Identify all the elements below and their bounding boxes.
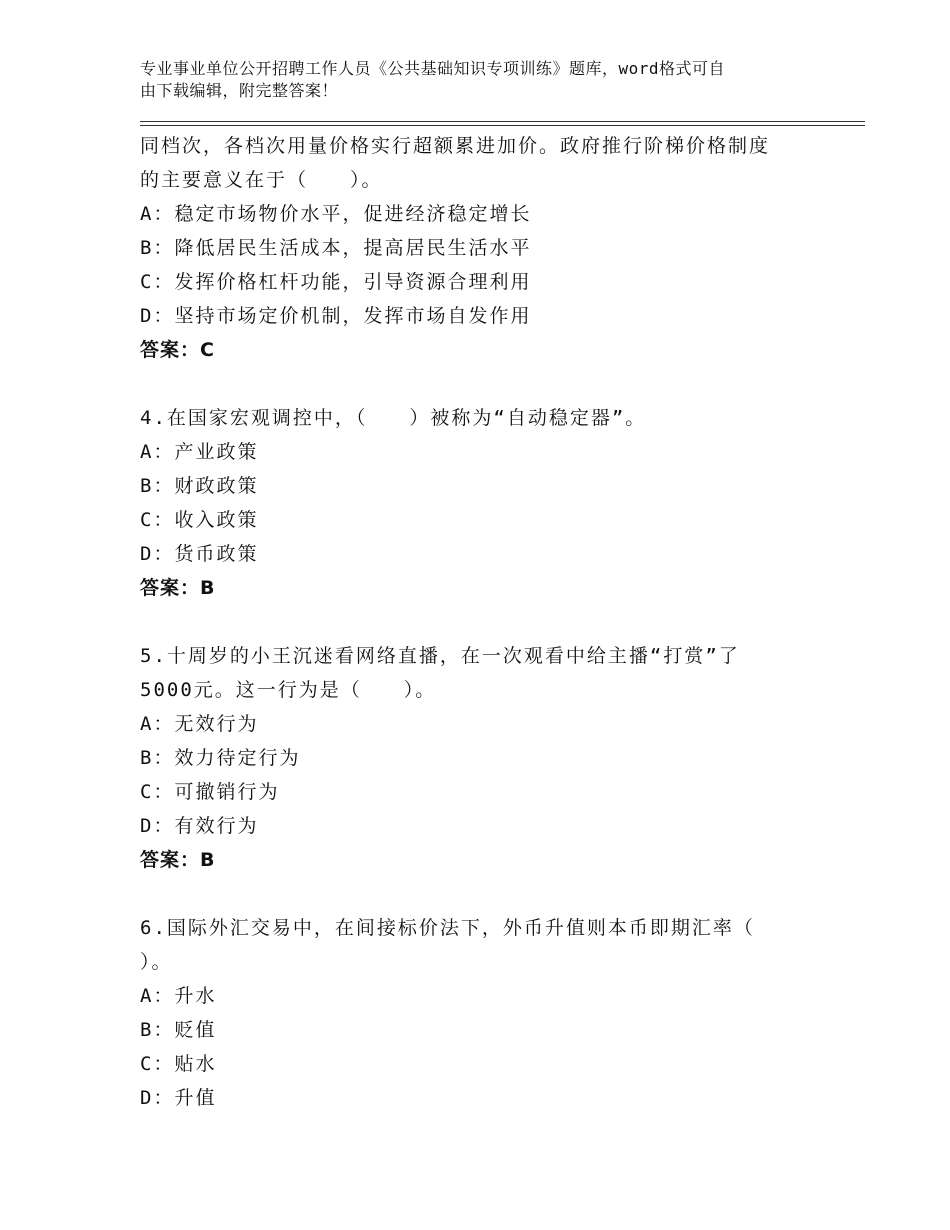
spacer [140, 367, 800, 401]
option-a: A：升水 [140, 985, 217, 1007]
option-b: B：效力待定行为 [140, 747, 301, 769]
option-c: C：收入政策 [140, 509, 259, 531]
option-b: B：降低居民生活成本，提高居民生活水平 [140, 237, 532, 259]
header-line-2: 由下载编辑，附完整答案！ [140, 81, 339, 100]
option-b: B：贬值 [140, 1019, 217, 1041]
option-a: A：产业政策 [140, 441, 259, 463]
option-d: D：货币政策 [140, 543, 259, 565]
question-3 [140, 129, 800, 367]
question-stem: 5000元。这一行为是（ ）。 [140, 679, 437, 701]
option-d: D：升值 [140, 1087, 217, 1109]
answer-label: 答案：B [140, 849, 216, 871]
question-stem: 5.十周岁的小王沉迷看网络直播，在一次观看中给主播“打赏”了 [140, 645, 740, 667]
option-d: D：有效行为 [140, 815, 259, 837]
question-4 [140, 401, 800, 605]
header-line-1: 专业事业单位公开招聘工作人员《公共基础知识专项训练》题库，word格式可自 [140, 59, 726, 78]
question-6 [140, 911, 800, 1115]
option-c: C：贴水 [140, 1053, 217, 1075]
option-c: C：发挥价格杠杆功能，引导资源合理利用 [140, 271, 532, 293]
question-stem: 6.国际外汇交易中，在间接标价法下，外币升值则本币即期汇率（ [140, 917, 755, 939]
page-header [140, 58, 820, 102]
spacer [140, 605, 800, 639]
spacer [140, 877, 800, 911]
option-b: B：财政政策 [140, 475, 259, 497]
option-a: A：无效行为 [140, 713, 259, 735]
question-content [140, 129, 800, 1115]
option-d: D：坚持市场定价机制，发挥市场自发作用 [140, 305, 532, 327]
option-a: A：稳定市场物价水平，促进经济稳定增长 [140, 203, 532, 225]
question-stem: 的主要意义在于（ ）。 [140, 169, 383, 191]
question-stem: 4.在国家宏观调控中，（ ）被称为“自动稳定器”。 [140, 407, 647, 429]
question-5 [140, 639, 800, 877]
question-stem: ）。 [140, 951, 173, 973]
answer-label: 答案：B [140, 577, 216, 599]
option-c: C：可撤销行为 [140, 781, 280, 803]
header-divider [140, 121, 865, 126]
answer-label: 答案：C [140, 339, 215, 361]
question-stem: 同档次，各档次用量价格实行超额累进加价。政府推行阶梯价格制度 [140, 135, 771, 157]
